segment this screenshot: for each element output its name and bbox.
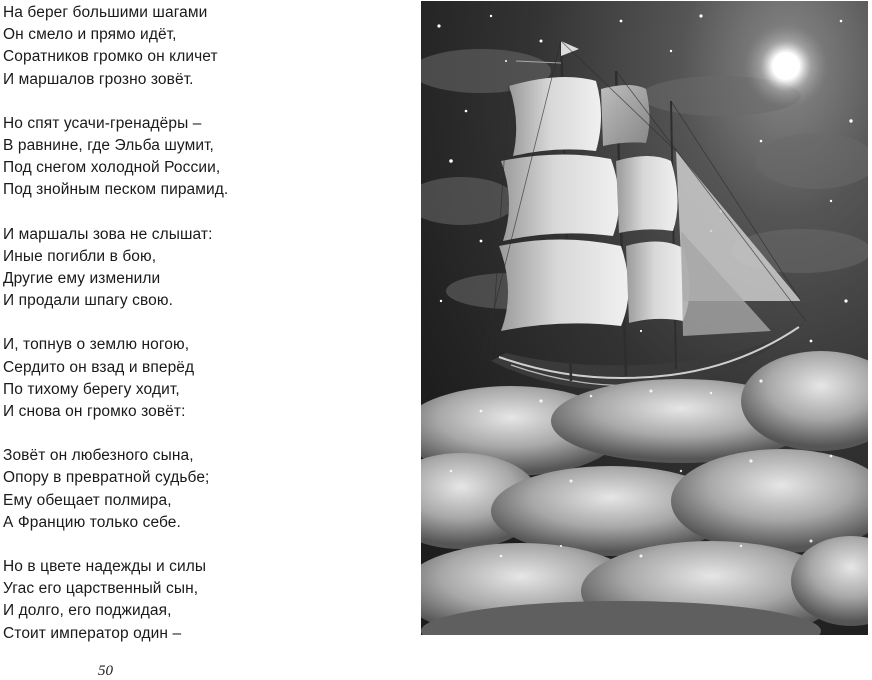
stanza-6 xyxy=(3,556,403,645)
poem-text xyxy=(3,2,403,667)
stanza-4 xyxy=(3,334,403,423)
poem-line: И маршалов грозно зовёт. xyxy=(3,70,194,88)
poem-line: И долго, его поджидая, xyxy=(3,602,172,620)
stanza-5 xyxy=(3,445,403,534)
poem-line: И снова он громко зовёт: xyxy=(3,403,186,421)
ship-illustration-art xyxy=(421,1,868,635)
poem-line: И продали шпагу свою. xyxy=(3,292,174,310)
poem-line: Под снегом холодной России, xyxy=(3,159,221,177)
poem-line: Угас его царственный сын, xyxy=(3,580,199,598)
poem-line: Опору в превратной судьбе; xyxy=(3,469,210,487)
stanza-2 xyxy=(3,113,403,202)
poem-line: Стоит император один – xyxy=(3,624,182,642)
poem-line: Но в цвете надежды и силы xyxy=(3,558,207,576)
poem-line: Другие ему изменили xyxy=(3,270,161,288)
ship-illustration xyxy=(421,1,868,635)
poem-line: Сердито он взад и вперёд xyxy=(3,358,195,376)
poem-line: Соратников громко он кличет xyxy=(3,48,218,66)
stanza-3 xyxy=(3,224,403,313)
poem-line: И, топнув о землю ногою, xyxy=(3,336,190,354)
poem-line: Ему обещает полмира, xyxy=(3,491,172,509)
poem-line: Он смело и прямо идёт, xyxy=(3,26,177,44)
page-number: 50 xyxy=(98,663,113,679)
stanza-1 xyxy=(3,2,403,91)
poem-line: И маршалы зова не слышат: xyxy=(3,225,213,243)
poem-line: Иные погибли в бою, xyxy=(3,247,157,265)
poem-line: А Францию только себе. xyxy=(3,513,181,531)
moon xyxy=(772,52,800,80)
poem-line: Но спят усачи-гренадёры – xyxy=(3,114,202,132)
clouds xyxy=(421,351,868,635)
poem-line: По тихому берегу ходит, xyxy=(3,380,180,398)
poem-line: Зовёт он любезного сына, xyxy=(3,447,194,465)
poem-line: В равнине, где Эльба шумит, xyxy=(3,137,214,155)
poem-line: На берег большими шагами xyxy=(3,4,208,21)
poem-line: Под знойным песком пирамид. xyxy=(3,181,229,199)
